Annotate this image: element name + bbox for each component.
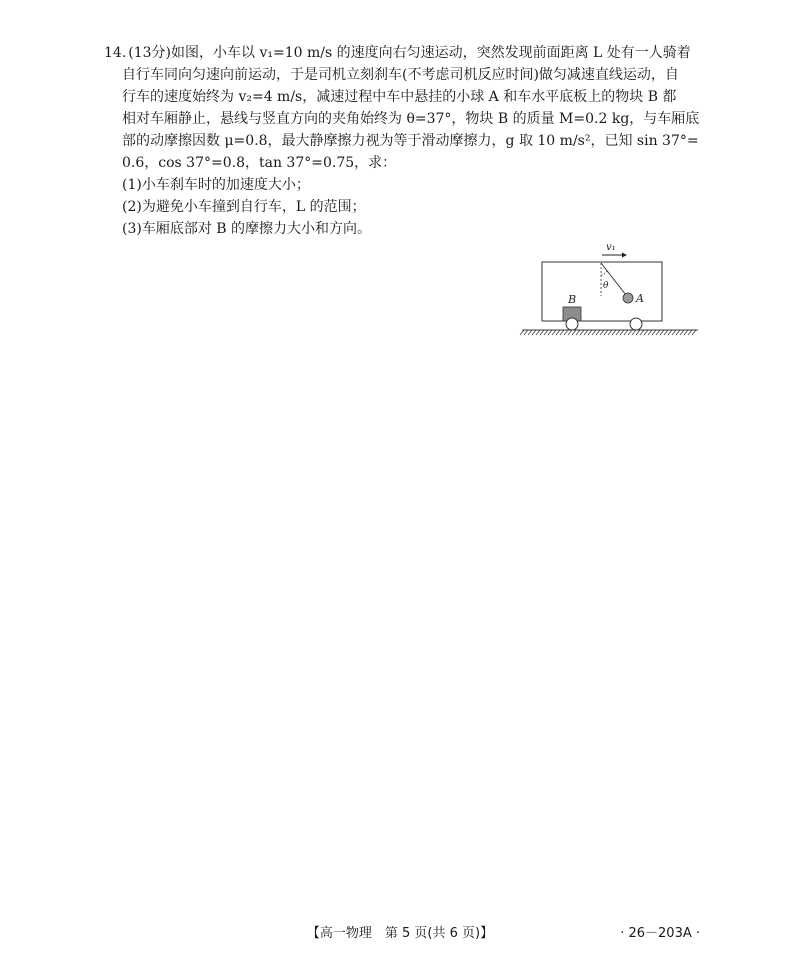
velocity-arrowhead [622, 253, 627, 258]
hatch-line [520, 330, 524, 335]
cart-body [542, 262, 662, 321]
hatch-line [588, 330, 592, 335]
hatch-line [568, 330, 572, 335]
rear-wheel [566, 318, 578, 330]
hatch-line [592, 330, 596, 335]
hatch-line [644, 330, 648, 335]
hatch-line [668, 330, 672, 335]
stem-line-3: 行车的速度始终为 v₂=4 m/s，减速过程中车中悬挂的小球 A 和车水平底板上的物块 B 都 [122, 89, 677, 105]
hatch-line [576, 330, 580, 335]
question-14 [104, 42, 704, 240]
angle-label: θ [603, 281, 609, 291]
hatch-line [596, 330, 600, 335]
hatch-line [524, 330, 528, 335]
hatch-line [548, 330, 552, 335]
stem-line-1: 如图，小车以 v₁=10 m/s 的速度向右匀速运动，突然发现前面距离 L 处有一人骑着 [171, 45, 691, 61]
hatch-line [552, 330, 556, 335]
subquestion-1: (1)小车刹车时的加速度大小； [122, 177, 310, 193]
hatch-line [640, 330, 644, 335]
subquestion-2: (2)为避免小车撞到自行车，L 的范围； [122, 199, 366, 215]
hatch-line [540, 330, 544, 335]
stem-line-6: 0.6，cos 37°=0.8，tan 37°=0.75，求： [122, 155, 397, 171]
stem-line-4: 相对车厢静止，悬线与竖直方向的夹角始终为 θ=37°，物块 B 的质量 M=0.2 kg，与车厢底 [122, 111, 700, 127]
ball-a-label: A [636, 292, 644, 305]
hatch-line [604, 330, 608, 335]
page-footer [0, 922, 800, 942]
ball-a [623, 293, 633, 303]
hatch-line [528, 330, 532, 335]
hatch-line [628, 330, 632, 335]
footer-code: · 26－203A · [620, 926, 700, 941]
front-wheel [630, 318, 642, 330]
hatch-line [676, 330, 680, 335]
velocity-label: v₁ [606, 242, 616, 253]
question-points: (13分) [128, 45, 172, 61]
hatch-line [584, 330, 588, 335]
hatch-line [632, 330, 636, 335]
hatch-line [672, 330, 676, 335]
cart-figure [518, 238, 708, 338]
subquestion-3: (3)车厢底部对 B 的摩擦力大小和方向。 [122, 221, 372, 237]
question-number: 14. [104, 45, 127, 61]
hatch-line [580, 330, 584, 335]
hatch-line [600, 330, 604, 335]
hatch-line [652, 330, 656, 335]
hatch-line [544, 330, 548, 335]
hatch-line [532, 330, 536, 335]
hatch-line [536, 330, 540, 335]
hatch-line [612, 330, 616, 335]
hatch-line [692, 330, 696, 335]
hatch-line [624, 330, 628, 335]
hatch-line [616, 330, 620, 335]
hatch-line [684, 330, 688, 335]
stem-line-5: 部的动摩擦因数 μ=0.8，最大静摩擦力视为等于滑动摩擦力，g 取 10 m/s²，已知 sin 37°= [122, 133, 699, 149]
ground-hatching [520, 330, 696, 335]
cart-diagram [518, 238, 708, 338]
hatch-line [636, 330, 640, 335]
block-b-label: B [568, 293, 577, 306]
stem-line-2: 自行车同向匀速向前运动，于是司机立刻刹车(不考虑司机反应时间)做匀减速直线运动，自 [122, 67, 679, 83]
hatch-line [608, 330, 612, 335]
hatch-line [648, 330, 652, 335]
hatch-line [564, 330, 568, 335]
question-stem [104, 42, 704, 64]
hatch-line [556, 330, 560, 335]
hatch-line [664, 330, 668, 335]
hatch-line [560, 330, 564, 335]
hatch-line [688, 330, 692, 335]
hatch-line [620, 330, 624, 335]
hatch-line [656, 330, 660, 335]
hatch-line [680, 330, 684, 335]
hatch-line [660, 330, 664, 335]
footer-page-info: 【高一物理 第 5 页(共 6 页)】 [306, 926, 494, 941]
hatch-line [572, 330, 576, 335]
